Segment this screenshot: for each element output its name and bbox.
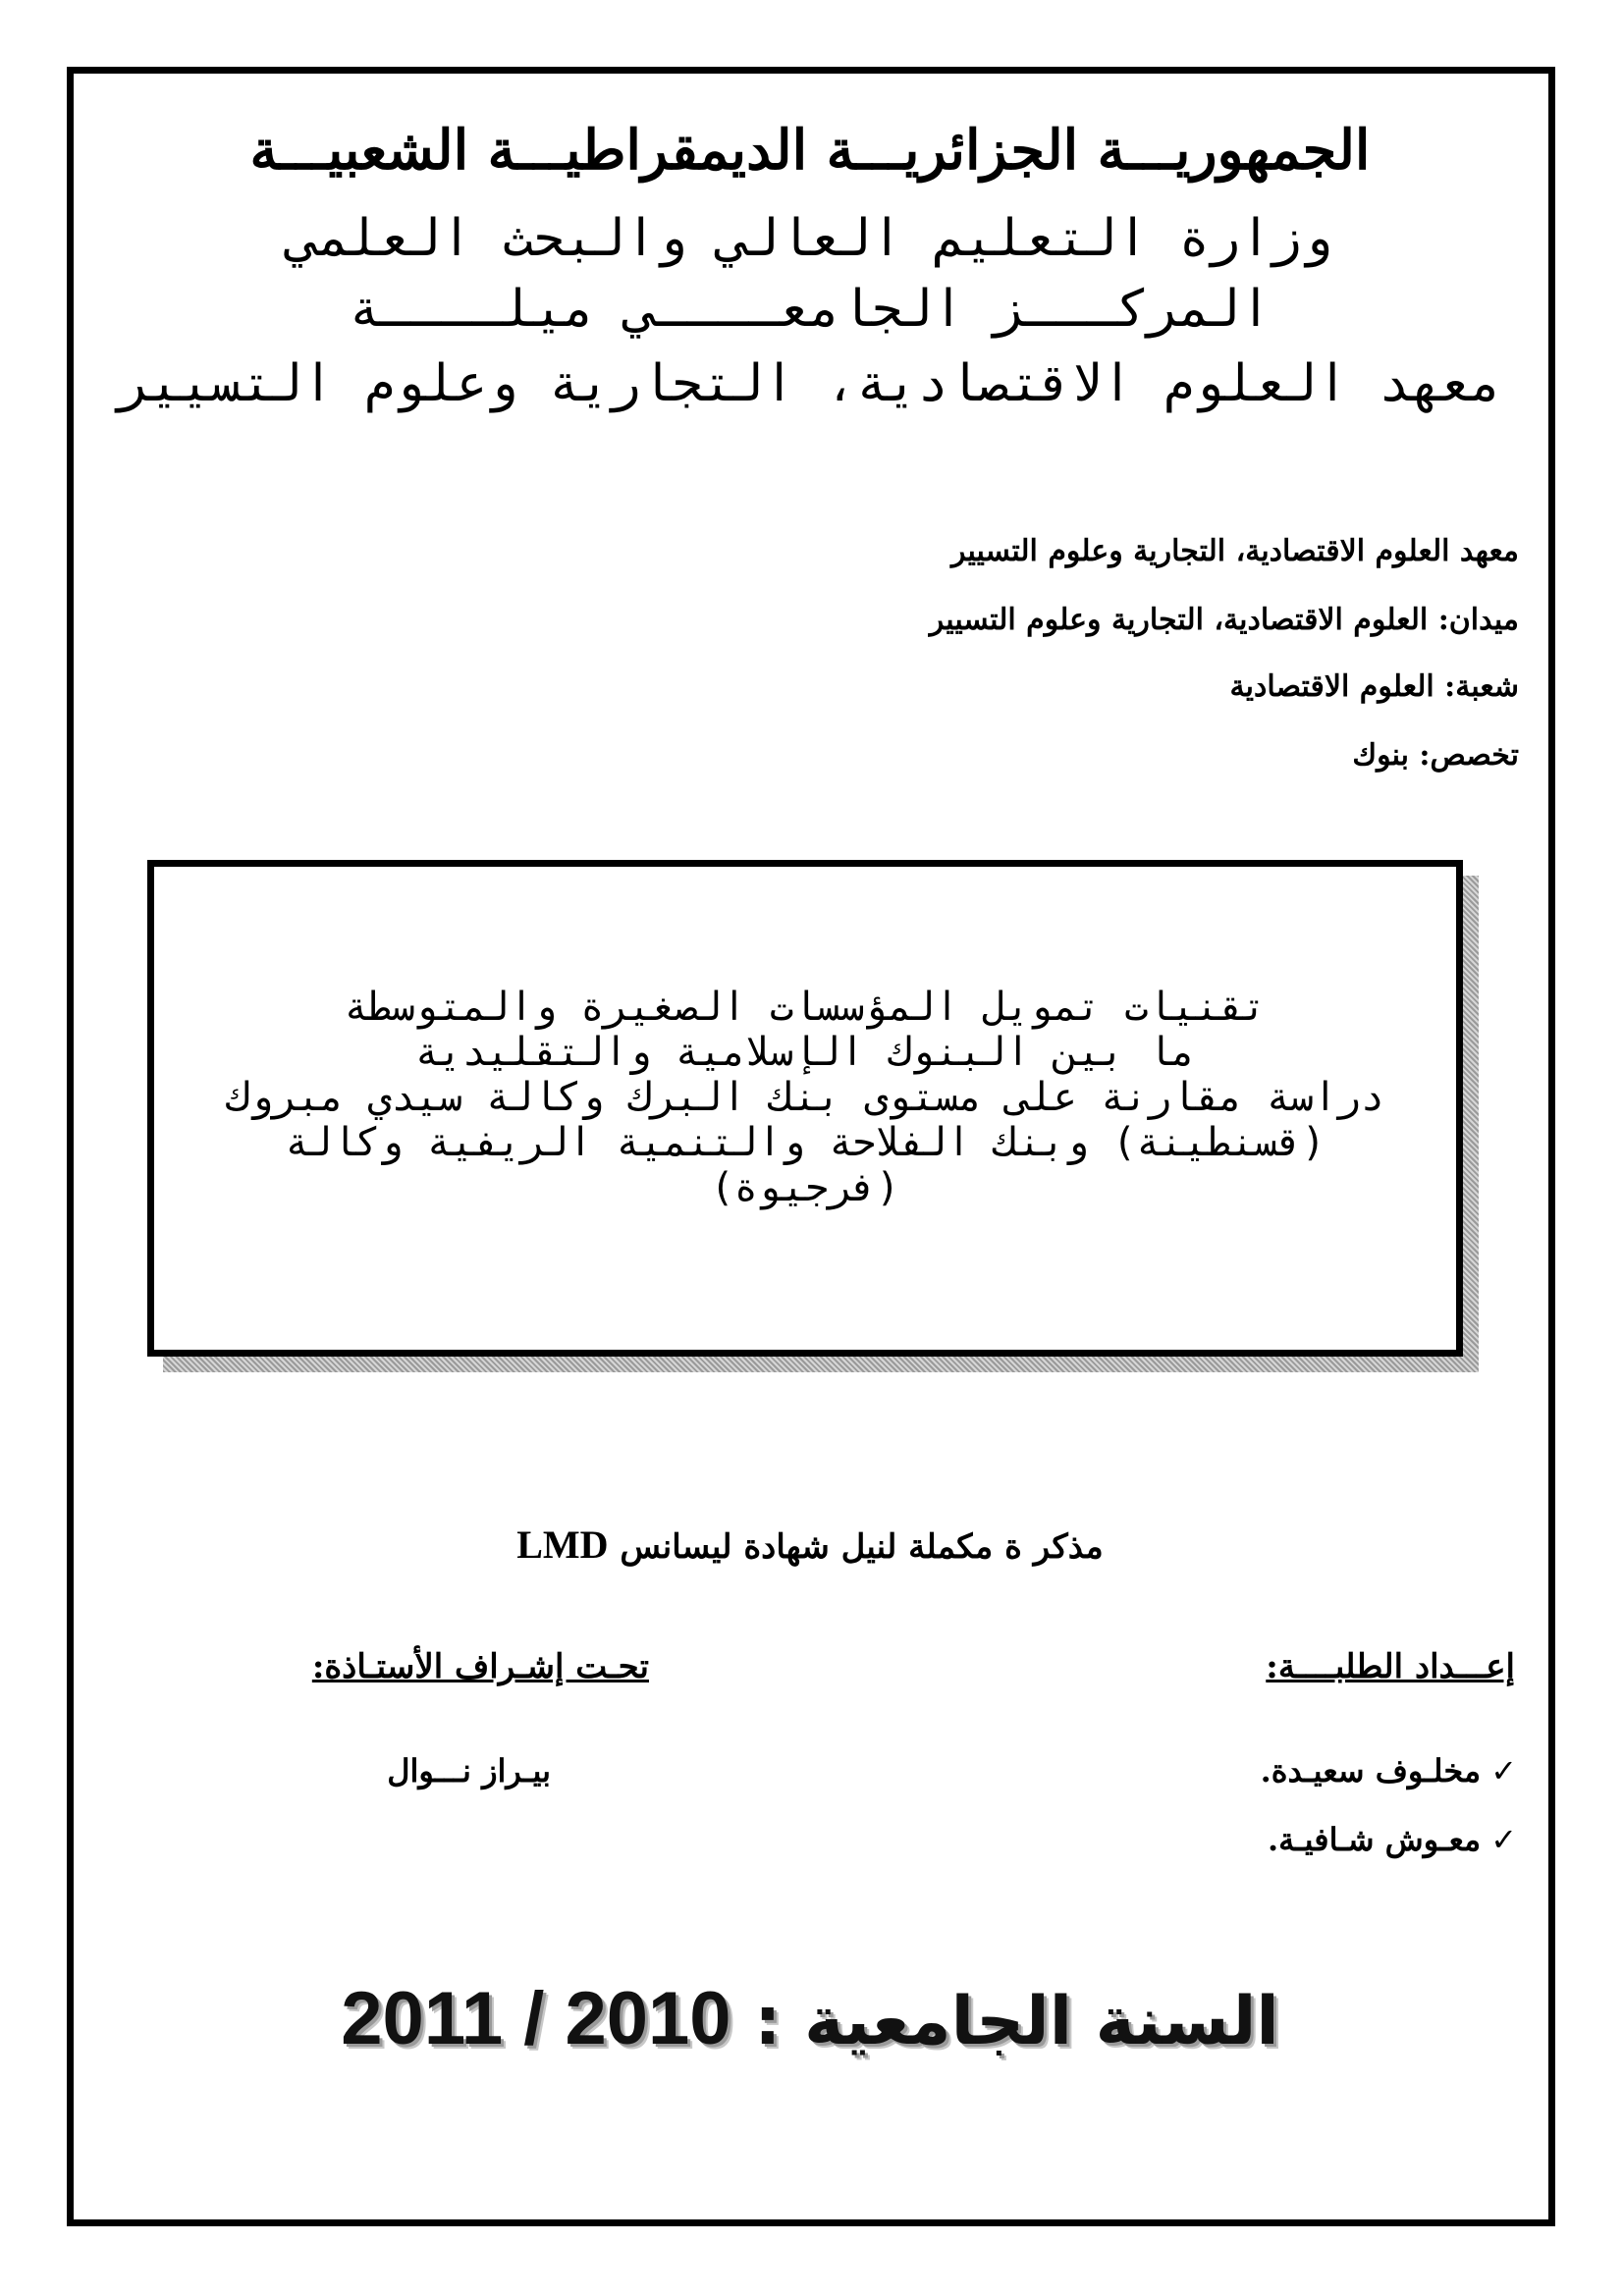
- student-2: [1268, 1818, 1517, 1861]
- supervisor-heading: تحـت إشـراف الأستـاذة:: [311, 1647, 649, 1686]
- republic-title: الجمهوريـــة الجزائريـــة الديمقراطيـــة الشعبيـــة: [249, 118, 1371, 183]
- checkmark-icon: ✓: [1490, 1821, 1517, 1858]
- ministry-title: وزارة التعليم العالي والبحث العلمي: [287, 209, 1333, 268]
- memo-degree: LMD: [516, 1522, 609, 1567]
- info-field: ميدان: العلوم الاقتصادية، التجارية وعلوم التسيير: [929, 603, 1519, 637]
- thesis-title-line-5: (فرجيوة): [710, 1165, 900, 1210]
- university-center-title: المركـــز الجامعــــي ميلــــة: [349, 280, 1271, 339]
- thesis-title-box: [147, 860, 1463, 1357]
- student-1-name: مخلـوف سعيـدة.: [1260, 1752, 1482, 1789]
- institute-title: معهد العلوم الاقتصادية، التجارية وعلوم التسيير: [118, 354, 1502, 413]
- thesis-title-line-2: ما بين البنوك الإسلامية والتقليدية: [414, 1030, 1196, 1075]
- thesis-title: [193, 985, 1417, 1210]
- info-institute: معهد العلوم الاقتصادية، التجارية وعلوم التسيير: [950, 534, 1519, 568]
- students-heading: إعـــداد الطلبــــة:: [1266, 1647, 1515, 1686]
- academic-year-label: السنة الجامعية :: [754, 1983, 1279, 2060]
- thesis-title-line-1: تقنيات تمويل المؤسسات الصغيرة والمتوسطة: [344, 985, 1267, 1030]
- academic-year-value: 2011 / 2010: [341, 1977, 731, 2060]
- thesis-title-line-4: (قسنطينة) وبنك الفلاحة والتنمية الريفية وكالة: [285, 1120, 1325, 1165]
- academic-year: [108, 1975, 1512, 2066]
- thesis-title-line-3: دراسة مقارنة على مستوى بنك البرك وكالة سيدي مبروك: [225, 1075, 1385, 1120]
- checkmark-icon: ✓: [1490, 1752, 1517, 1789]
- info-branch: شعبة: العلوم الاقتصادية: [1229, 669, 1519, 704]
- supervisor-name: بيـراز نـــوال: [387, 1752, 551, 1789]
- info-specialty: تخصص: بنوك: [1352, 738, 1519, 773]
- student-1: [1261, 1749, 1517, 1792]
- memo-description: [108, 1523, 1512, 1569]
- memo-text: مذكر ة مكملة لنيل شهادة ليسانس: [620, 1527, 1104, 1567]
- student-2-name: معـوش شـافيـة.: [1267, 1821, 1482, 1858]
